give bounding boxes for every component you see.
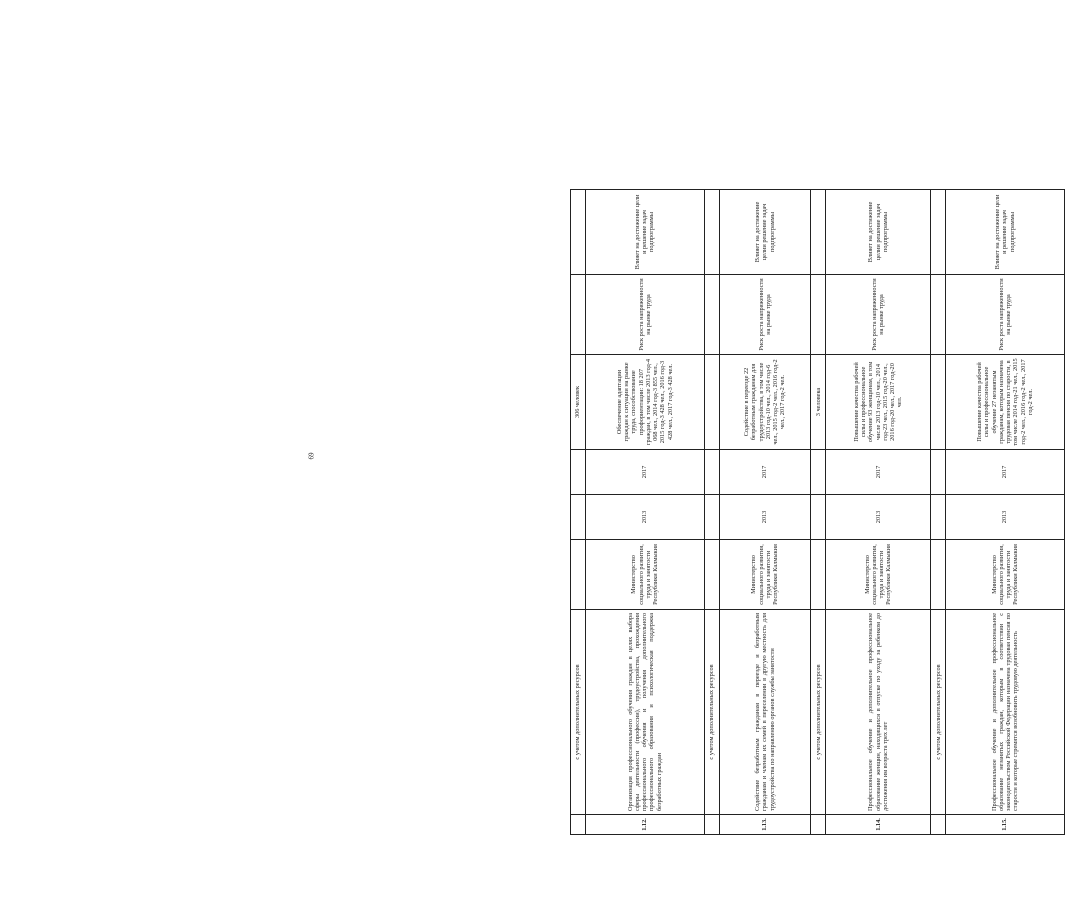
table-row (586, 190, 705, 835)
responsible-org: Министерство социального развития, труда и занятости Республики Калмыкия (946, 540, 1065, 610)
band-row (571, 190, 586, 835)
table-row (719, 190, 810, 835)
year-start: 2013 (586, 495, 705, 540)
responsible-org: Министерство социального развития, труда и занятости Республики Калмыкия (826, 540, 931, 610)
expected-result: Обеспечение адаптации граждан к ситуации на рынке труда, способствование профориентации: 18 207 граждан, в том числе 2013 год-4 068 чел., 2014 год-3 855 чел., 2015 год-3 428 чел., 2016 год-3 428 чел., 2017 год-3 428 чел. (586, 355, 705, 450)
year-end: 2017 (719, 450, 810, 495)
band-row (811, 190, 826, 835)
row-number: 1.15. (946, 815, 1065, 835)
risk: Риск роста напряженности на рынке труда (826, 275, 931, 355)
year-start: 2013 (719, 495, 810, 540)
risk: Риск роста напряженности на рынке труда (586, 275, 705, 355)
expected-result: Содействие в переезде 22 безработным гражданам для трудоустройства, в том числе 2013 год-10 чел., 2014 год-6 чел., 2015 год-2 чел., 2016 год-2 чел., 2017 год-2 чел. (719, 355, 810, 450)
year-end: 2017 (826, 450, 931, 495)
measure-title: Профессиональное обучение и дополнительное профессиональное образование незанятых граждан, которым в соответствии с законодательством Российской Федерации назначена трудовая пенсия по старости и которые стремятся возобновить трудовую деятельность (946, 610, 1065, 815)
band-row (704, 190, 719, 835)
row-number: 1.14. (826, 815, 931, 835)
responsible-org: Министерство социального развития, труда и занятости Республики Калмыкия (586, 540, 705, 610)
risk: Риск роста напряженности на рынке труда (719, 275, 810, 355)
measure-title: Профессиональное обучение и дополнительное профессиональное образование женщин, находящихся в отпуске по уходу за ребенком до достижения им возраста трех лет (826, 610, 931, 815)
effect: Влияет на достижение цели и решение задач подпрограммы (946, 190, 1065, 275)
expected-result: Повышение качества рабочей силы и профессиональное обучение 93 женщинам, в том числе 2013 год-10 чел., 2014 год-23 чел., 2015 год-20 чел., 2016 год-20 чел., 2017 год-20 чел. (826, 355, 931, 450)
band-additional-resources: с учетом дополнительных ресурсов (571, 610, 586, 815)
band-row (931, 190, 946, 835)
effect: Влияет на достижение цели и решение задач подпрограммы (586, 190, 705, 275)
risk: Риск роста напряженности на рынке труда (946, 275, 1065, 355)
row-number: 1.13. (719, 815, 810, 835)
row-number: 1.12. (586, 815, 705, 835)
year-start: 2013 (946, 495, 1065, 540)
table-row (946, 190, 1065, 835)
rotated-table-sheet (570, 190, 1065, 835)
year-end: 2017 (946, 450, 1065, 495)
expected-result: Повышение качества рабочей силы и профессиональное обучение 27 незанятым гражданам, которым назначена трудовая пенсия по старости, в том числе 2014 год-21 чел., 2015 год-2 чел., 2016 год-2 чел., 2017 год-2 чел. (946, 355, 1065, 450)
effect: Влияет на достижение целии решение задач подпрограммы (826, 190, 931, 275)
year-end: 2017 (586, 450, 705, 495)
responsible-org: Министерство социального развития, труда и занятости Республики Калмыкия (719, 540, 810, 610)
band-people-count: 306 человек (571, 355, 586, 450)
effect: Влияет на достижение целии решение задач подпрограммы (719, 190, 810, 275)
page-number: 69 (307, 452, 316, 460)
program-measures-table (570, 189, 1065, 835)
year-start: 2013 (826, 495, 931, 540)
band-additional-resources: с учетом дополнительных ресурсов (811, 610, 826, 815)
measure-title: Организация профессионального обучения граждан в целях выбора сферы деятельности (профессии), трудоустройства, прохождения профессионального обучения и получения дополнительного профессионального образования и психологическая поддержка безработных граждан (586, 610, 705, 815)
band-people-count: 3 человека (811, 355, 826, 450)
table-row (826, 190, 931, 835)
band-additional-resources: с учетом дополнительных ресурсов (704, 610, 719, 815)
band-additional-resources: с учетом дополнительных ресурсов (931, 610, 946, 815)
measure-title: Содействие безработным гражданам в переезде и безработным гражданам и членам их семей в переселении в другую местность для трудоустройства по направлению органов службы занятости (719, 610, 810, 815)
